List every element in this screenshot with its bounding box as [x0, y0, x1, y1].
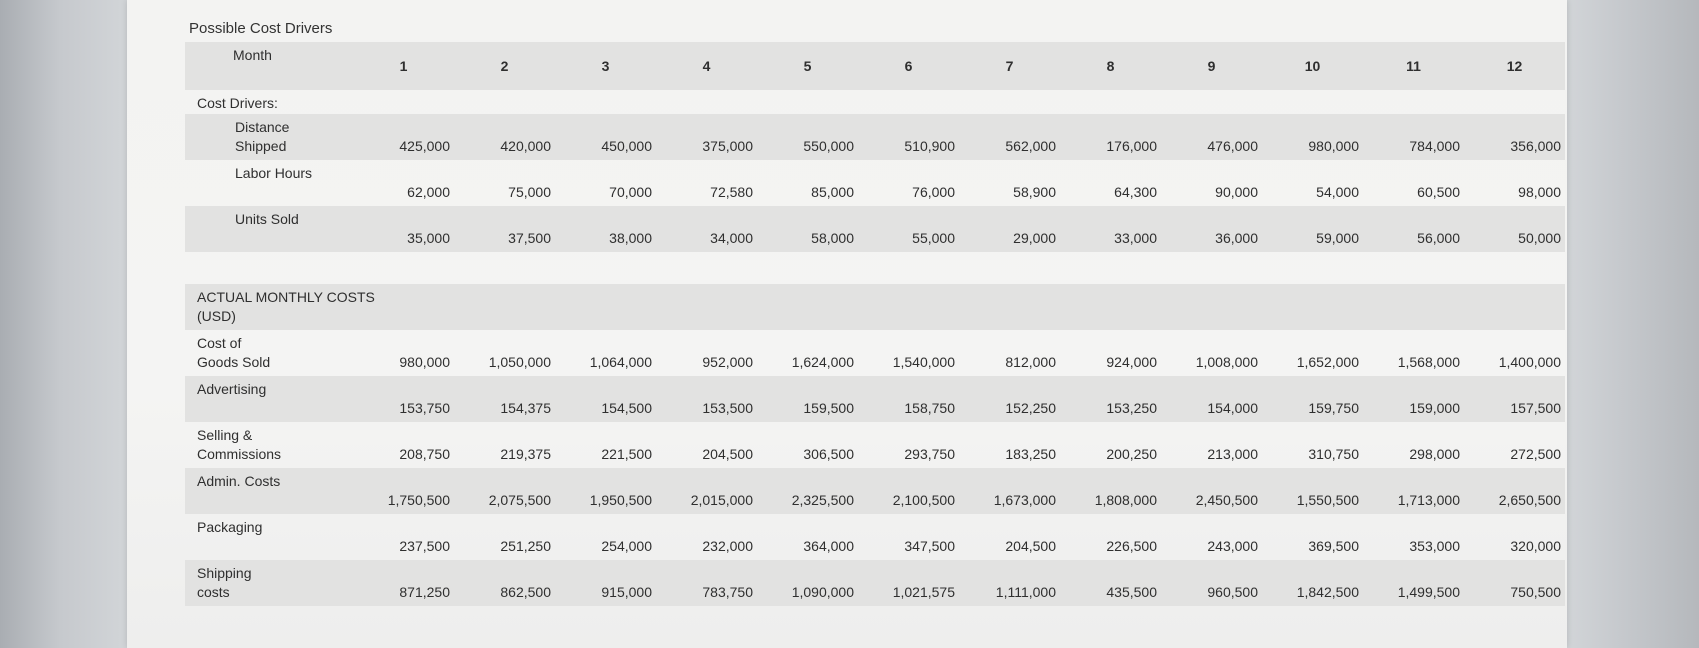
cost-value-cell: 812,000 — [1005, 354, 1056, 370]
cost-value-cell: 783,750 — [656, 560, 757, 606]
cost-value-cell: 159,750 — [1262, 376, 1363, 422]
driver-label — [185, 160, 353, 206]
spacer-cell — [185, 252, 353, 284]
cost-value-cell: 152,250 — [959, 376, 1060, 422]
spacer-cell — [757, 252, 858, 284]
cost-label-line: Shipping — [197, 565, 252, 581]
driver-label-line: Distance — [235, 119, 290, 135]
cost-value-cell: 364,000 — [803, 538, 854, 554]
cost-value-cell: 221,500 — [601, 446, 652, 462]
driver-value-cell: 72,580 — [710, 184, 753, 200]
cost-value-cell: 219,375 — [500, 446, 551, 462]
month-header-cell: 3 — [555, 42, 656, 90]
driver-value-cell: 425,000 — [353, 114, 454, 160]
empty-cell — [1464, 90, 1565, 114]
cost-table-body — [185, 42, 1565, 606]
empty-cell — [555, 90, 656, 114]
driver-value-cell: 562,000 — [959, 114, 1060, 160]
cost-value-cell: 1,540,000 — [892, 354, 955, 370]
empty-cell — [1060, 90, 1161, 114]
cost-value-cell: 154,375 — [454, 376, 555, 422]
driver-value-cell: 450,000 — [555, 114, 656, 160]
driver-value-cell: 510,900 — [858, 114, 959, 160]
cost-value-cell: 871,250 — [353, 560, 454, 606]
cost-value-cell: 226,500 — [1106, 538, 1157, 554]
cost-value-cell: 1,550,500 — [1262, 468, 1363, 514]
driver-label — [185, 114, 353, 160]
driver-value-cell: 98,000 — [1518, 184, 1561, 200]
cost-label-line: Admin. Costs — [197, 473, 281, 489]
driver-value-cell: 35,000 — [353, 206, 454, 252]
cost-table — [185, 42, 1565, 606]
month-label: Month — [185, 42, 353, 90]
cost-value-cell: 1,499,500 — [1363, 560, 1464, 606]
cost-value-cell: 153,250 — [1060, 376, 1161, 422]
cost-label-line: Selling & — [197, 427, 253, 443]
cost-drivers-label: Cost Drivers: — [197, 95, 278, 111]
driver-value-cell: 784,000 — [1363, 114, 1464, 160]
cost-value-cell: 204,500 — [1005, 538, 1056, 554]
cost-label-line: Commissions — [197, 446, 282, 462]
driver-value-cell: 58,000 — [757, 206, 858, 252]
cost-value-cell: 232,000 — [702, 538, 753, 554]
spacer-row — [185, 252, 1565, 284]
cost-value-cell: 2,450,500 — [1161, 468, 1262, 514]
cost-value-cell: 1,111,000 — [959, 560, 1060, 606]
month-header-cell: 5 — [757, 42, 858, 90]
driver-value-cell: 34,000 — [656, 206, 757, 252]
empty-cell — [959, 284, 1060, 330]
driver-value-cell: 70,000 — [609, 184, 652, 200]
month-header-cell: 1 — [353, 42, 454, 90]
cost-label-line: Cost of — [197, 335, 242, 351]
empty-cell — [858, 284, 959, 330]
cost-value-cell: 1,008,000 — [1195, 354, 1258, 370]
cost-value-cell: 1,713,000 — [1363, 468, 1464, 514]
cost-value-cell: 213,000 — [1207, 446, 1258, 462]
month-header-cell: 4 — [656, 42, 757, 90]
driver-value-cell: 356,000 — [1464, 114, 1565, 160]
month-header-cell: 2 — [454, 42, 555, 90]
empty-cell — [555, 284, 656, 330]
cost-value-cell: 153,750 — [353, 376, 454, 422]
driver-value-cell: 75,000 — [508, 184, 551, 200]
driver-label — [185, 206, 353, 252]
cost-value-cell: 298,000 — [1409, 446, 1460, 462]
cost-value-cell: 1,652,000 — [1296, 354, 1359, 370]
cost-value-cell: 952,000 — [702, 354, 753, 370]
month-header-cell: 9 — [1161, 42, 1262, 90]
empty-cell — [959, 90, 1060, 114]
cost-value-cell: 960,500 — [1161, 560, 1262, 606]
spacer-cell — [1363, 252, 1464, 284]
cost-value-cell: 369,500 — [1308, 538, 1359, 554]
cost-label-line: costs — [197, 584, 230, 600]
cost-label — [185, 422, 353, 468]
cost-value-cell: 2,015,000 — [656, 468, 757, 514]
empty-cell — [1161, 284, 1262, 330]
driver-value-cell: 54,000 — [1316, 184, 1359, 200]
cost-row — [185, 514, 1565, 560]
cost-value-cell: 2,075,500 — [454, 468, 555, 514]
empty-cell — [1262, 90, 1363, 114]
spreadsheet-page — [127, 0, 1567, 648]
driver-row — [185, 206, 1565, 252]
empty-cell — [1060, 284, 1161, 330]
spacer-cell — [656, 252, 757, 284]
cost-label — [185, 468, 353, 514]
cost-value-cell: 1,808,000 — [1060, 468, 1161, 514]
month-header-cell: 12 — [1464, 42, 1565, 90]
cost-row — [185, 330, 1565, 376]
cost-value-cell: 320,000 — [1510, 538, 1561, 554]
driver-value-cell: 76,000 — [912, 184, 955, 200]
empty-cell — [1363, 90, 1464, 114]
cost-value-cell: 183,250 — [1005, 446, 1056, 462]
driver-value-cell: 58,900 — [1013, 184, 1056, 200]
cost-value-cell: 1,021,575 — [858, 560, 959, 606]
cost-value-cell: 157,500 — [1464, 376, 1565, 422]
driver-value-cell: 56,000 — [1363, 206, 1464, 252]
spacer-cell — [454, 252, 555, 284]
cost-label — [185, 376, 353, 422]
cost-value-cell: 1,750,500 — [353, 468, 454, 514]
spacer-cell — [858, 252, 959, 284]
driver-value-cell: 420,000 — [454, 114, 555, 160]
actual-costs-label-line: ACTUAL MONTHLY COSTS — [197, 289, 375, 305]
driver-value-cell: 375,000 — [656, 114, 757, 160]
cost-value-cell: 2,650,500 — [1464, 468, 1565, 514]
driver-value-cell: 60,500 — [1417, 184, 1460, 200]
cost-value-cell: 200,250 — [1106, 446, 1157, 462]
cost-value-cell: 2,325,500 — [757, 468, 858, 514]
driver-value-cell: 980,000 — [1262, 114, 1363, 160]
cost-drivers-label-row — [185, 90, 1565, 114]
driver-value-cell: 33,000 — [1060, 206, 1161, 252]
actual-costs-header-row — [185, 284, 1565, 330]
actual-costs-label-line: (USD) — [197, 308, 236, 324]
cost-value-cell: 1,568,000 — [1397, 354, 1460, 370]
empty-cell — [858, 90, 959, 114]
driver-value-cell: 37,500 — [454, 206, 555, 252]
cost-row — [185, 468, 1565, 514]
driver-value-cell: 55,000 — [858, 206, 959, 252]
empty-cell — [656, 284, 757, 330]
cost-value-cell: 1,400,000 — [1498, 354, 1561, 370]
cost-value-cell: 204,500 — [702, 446, 753, 462]
driver-value-cell: 64,300 — [1114, 184, 1157, 200]
driver-value-cell: 90,000 — [1215, 184, 1258, 200]
cost-value-cell: 154,500 — [555, 376, 656, 422]
driver-value-cell: 476,000 — [1161, 114, 1262, 160]
month-header-cell: 6 — [858, 42, 959, 90]
driver-value-cell: 59,000 — [1262, 206, 1363, 252]
spacer-cell — [1161, 252, 1262, 284]
cost-value-cell: 347,500 — [904, 538, 955, 554]
driver-value-cell: 36,000 — [1161, 206, 1262, 252]
cost-value-cell: 159,500 — [757, 376, 858, 422]
driver-value-cell: 85,000 — [811, 184, 854, 200]
cost-label-line: Goods Sold — [197, 354, 271, 370]
month-header-cell: 8 — [1060, 42, 1161, 90]
month-header-cell: 11 — [1363, 42, 1464, 90]
empty-cell — [1262, 284, 1363, 330]
cost-value-cell: 237,500 — [399, 538, 450, 554]
month-header-row — [185, 42, 1565, 90]
driver-row — [185, 160, 1565, 206]
cost-value-cell: 1,624,000 — [791, 354, 854, 370]
empty-cell — [353, 90, 454, 114]
cost-value-cell: 154,000 — [1161, 376, 1262, 422]
spacer-cell — [1262, 252, 1363, 284]
cost-value-cell: 750,500 — [1464, 560, 1565, 606]
cost-value-cell: 1,950,500 — [555, 468, 656, 514]
month-header-cell: 10 — [1262, 42, 1363, 90]
empty-cell — [454, 90, 555, 114]
cost-value-cell: 1,064,000 — [589, 354, 652, 370]
driver-value-cell: 550,000 — [757, 114, 858, 160]
cost-label — [185, 330, 353, 376]
cost-value-cell: 1,050,000 — [488, 354, 551, 370]
driver-label-line: Units Sold — [235, 211, 299, 227]
cost-label-line: Advertising — [197, 381, 267, 397]
cost-label — [185, 514, 353, 560]
cost-value-cell: 272,500 — [1510, 446, 1561, 462]
cost-value-cell: 251,250 — [500, 538, 551, 554]
empty-cell — [656, 90, 757, 114]
empty-cell — [757, 284, 858, 330]
driver-label-line: Shipped — [235, 138, 287, 154]
empty-cell — [1161, 90, 1262, 114]
cost-value-cell: 924,000 — [1106, 354, 1157, 370]
cost-value-cell: 1,673,000 — [959, 468, 1060, 514]
cost-value-cell: 208,750 — [399, 446, 450, 462]
driver-value-cell: 176,000 — [1060, 114, 1161, 160]
cost-row — [185, 560, 1565, 606]
cost-value-cell: 310,750 — [1308, 446, 1359, 462]
spacer-cell — [555, 252, 656, 284]
empty-cell — [757, 90, 858, 114]
cost-label-line: Packaging — [197, 519, 263, 535]
driver-value-cell: 50,000 — [1464, 206, 1565, 252]
cost-value-cell: 1,842,500 — [1262, 560, 1363, 606]
cost-value-cell: 158,750 — [858, 376, 959, 422]
cost-value-cell: 153,500 — [656, 376, 757, 422]
driver-value-cell: 62,000 — [407, 184, 450, 200]
cost-value-cell: 353,000 — [1409, 538, 1460, 554]
cost-value-cell: 435,500 — [1060, 560, 1161, 606]
driver-value-cell: 29,000 — [959, 206, 1060, 252]
spacer-cell — [1464, 252, 1565, 284]
spacer-cell — [1060, 252, 1161, 284]
cost-value-cell: 306,500 — [803, 446, 854, 462]
spacer-cell — [353, 252, 454, 284]
cost-value-cell: 980,000 — [399, 354, 450, 370]
driver-row — [185, 114, 1565, 160]
actual-costs-label — [185, 284, 555, 330]
cost-row — [185, 376, 1565, 422]
cost-value-cell: 1,090,000 — [757, 560, 858, 606]
empty-cell — [1363, 284, 1464, 330]
cost-label — [185, 560, 353, 606]
cost-value-cell: 243,000 — [1207, 538, 1258, 554]
cost-value-cell: 254,000 — [601, 538, 652, 554]
cost-value-cell: 862,500 — [454, 560, 555, 606]
cost-row — [185, 422, 1565, 468]
cost-value-cell: 159,000 — [1363, 376, 1464, 422]
empty-cell — [1464, 284, 1565, 330]
driver-value-cell: 38,000 — [555, 206, 656, 252]
spacer-cell — [959, 252, 1060, 284]
month-header-cell: 7 — [959, 42, 1060, 90]
cost-value-cell: 2,100,500 — [858, 468, 959, 514]
section-title: Possible Cost Drivers — [189, 20, 333, 37]
driver-label-line: Labor Hours — [235, 165, 313, 181]
cost-value-cell: 915,000 — [555, 560, 656, 606]
cost-value-cell: 293,750 — [904, 446, 955, 462]
